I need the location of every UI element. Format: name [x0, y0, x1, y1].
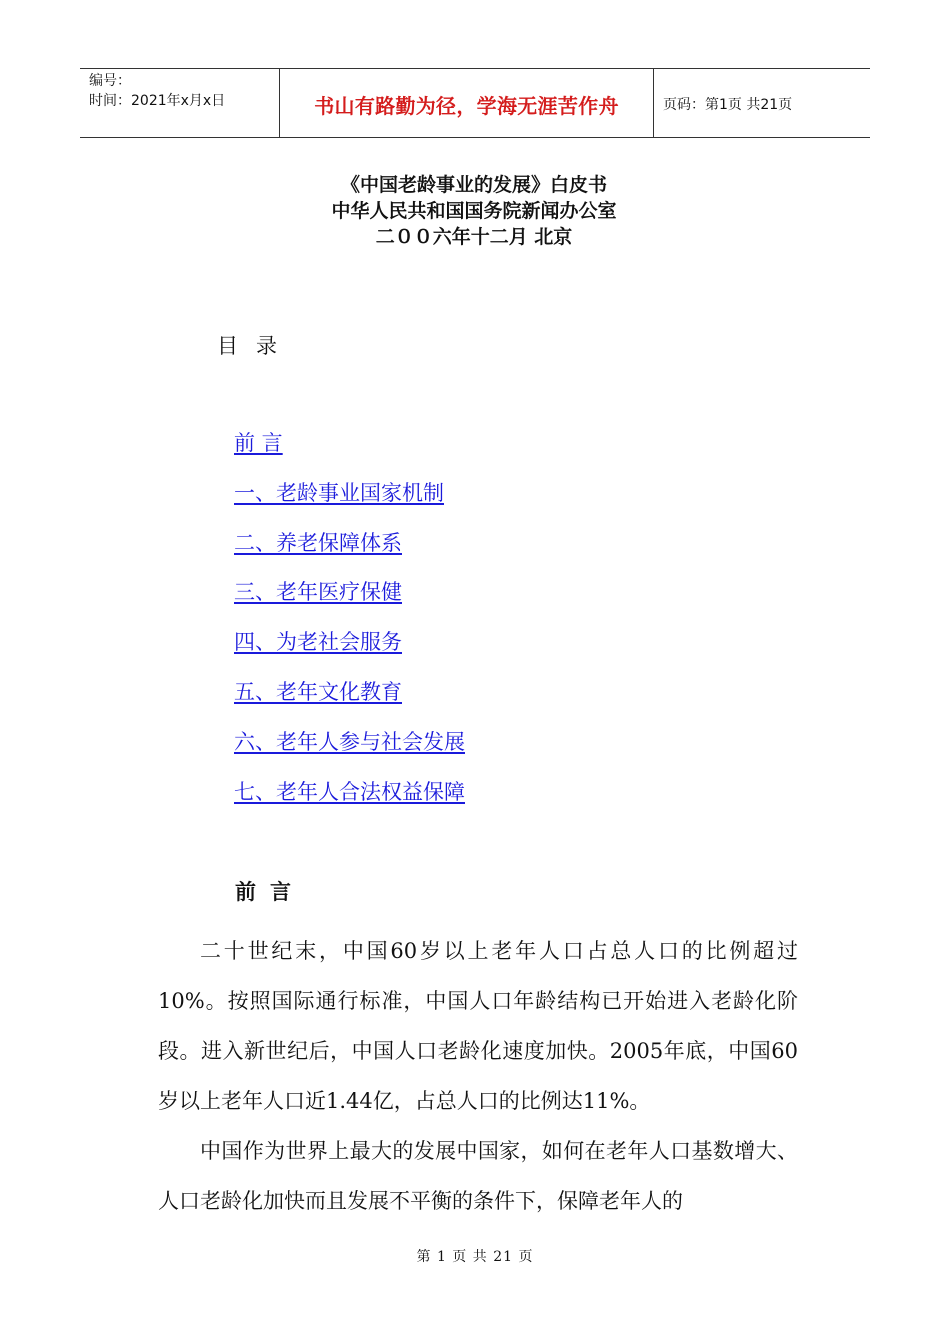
toc-item [234, 528, 465, 578]
title-line-2: 中华人民共和国国务院新闻办公室 [331, 200, 617, 222]
document-header [80, 68, 870, 138]
document-title [0, 172, 950, 250]
toc-item [234, 478, 465, 528]
toc-item [234, 577, 465, 627]
header-page-info: 页码：第1页 共21页 [663, 97, 793, 113]
header-motto: 书山有路勤为径，学海无涯苦作舟 [314, 93, 619, 118]
toc-link-national-mechanism[interactable]: 一、老龄事业国家机制 [234, 480, 444, 505]
toc-item [234, 727, 465, 777]
toc-link-pension-system[interactable]: 二、养老保障体系 [234, 530, 402, 555]
toc-link-legal-rights[interactable]: 七、老年人合法权益保障 [234, 779, 465, 804]
title-line-3: 二００六年十二月 北京 [375, 226, 573, 248]
toc-link-preface[interactable]: 前 言 [234, 431, 283, 455]
toc-item [234, 777, 465, 827]
preface-paragraph-1: 二十世纪末，中国60岁以上老年人口占总人口的比例超过10%。按照国际通行标准，中国人口年龄结构已开始进入老龄化阶段。进入新世纪后，中国人口老龄化速度加快。2005年底，中国60岁以上老年人口近1.44亿，占总人口的比例达11%。 [158, 939, 798, 1113]
toc-heading: 目录 [217, 334, 295, 358]
toc-list [234, 428, 465, 826]
toc-item [234, 627, 465, 677]
document-number-label: 编号： [89, 73, 131, 89]
document-time-label: 时间：2021年x月x日 [89, 93, 226, 109]
header-meta-cell [80, 69, 280, 137]
preface-body [158, 926, 798, 1226]
page-footer: 第 1 页 共 21 页 [416, 1249, 534, 1265]
preface-heading: 前言 [235, 880, 305, 904]
header-motto-cell [280, 69, 654, 137]
header-page-cell [654, 69, 870, 137]
toc-link-culture-education[interactable]: 五、老年文化教育 [234, 679, 402, 704]
toc-link-social-participation[interactable]: 六、老年人参与社会发展 [234, 729, 465, 754]
preface-paragraph-2: 中国作为世界上最大的发展中国家，如何在老年人口基数增大、人口老龄化加快而且发展不平衡的条件下，保障老年人的 [158, 1139, 798, 1213]
title-line-1: 《中国老龄事业的发展》白皮书 [340, 174, 607, 196]
toc-item [234, 428, 465, 478]
toc-item [234, 677, 465, 727]
toc-link-social-services[interactable]: 四、为老社会服务 [234, 630, 402, 655]
toc-link-health-care[interactable]: 三、老年医疗保健 [234, 580, 402, 605]
